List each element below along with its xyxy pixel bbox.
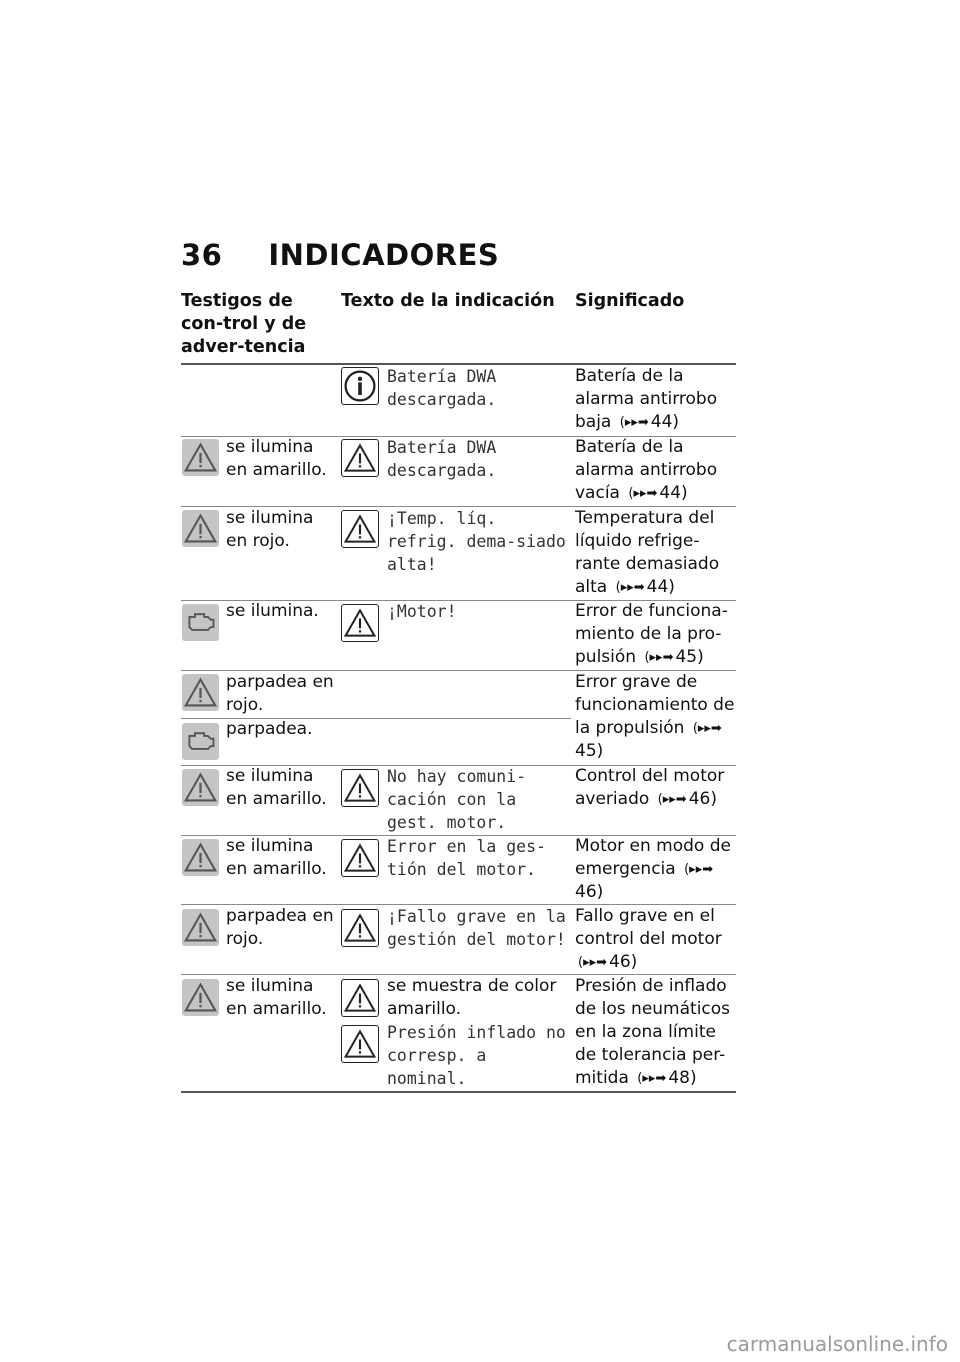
arrow-icon: (▸▸➡ bbox=[628, 486, 658, 501]
display-text: ¡Fallo grave en la gestión del motor! bbox=[387, 907, 566, 949]
warning-triangle-icon bbox=[182, 909, 219, 946]
warning-triangle-icon bbox=[182, 439, 219, 476]
info-icon bbox=[341, 367, 379, 405]
display-text: ¡Motor! bbox=[387, 602, 457, 621]
warning-triangle-icon bbox=[341, 604, 379, 642]
lamp-status: se ilumina en amarillo. bbox=[226, 976, 327, 1019]
lamp-status: se ilumina. bbox=[226, 601, 319, 621]
display-text: se muestra de color amarillo. bbox=[387, 976, 557, 1019]
arrow-icon: (▸▸➡ bbox=[619, 415, 649, 430]
arrow-icon: (▸▸➡ bbox=[637, 1071, 667, 1086]
warning-triangle-icon bbox=[182, 839, 219, 876]
column-heading-meaning: Significado bbox=[575, 291, 685, 311]
column-heading-lamps: Testigos de con-trol y de adver-tencia bbox=[181, 291, 307, 357]
display-text: ¡Temp. líq. refrig. dema-siado alta! bbox=[387, 509, 566, 574]
page-number: 36 bbox=[181, 238, 223, 272]
meaning-text: Error de funciona-miento de la pro-pulsión (▸▸➡ 45) bbox=[575, 601, 728, 667]
lamp-status: parpadea en rojo. bbox=[226, 906, 334, 949]
warning-triangle-icon bbox=[182, 674, 219, 711]
display-text: Batería DWA descargada. bbox=[387, 367, 497, 409]
arrow-icon: (▸▸➡ bbox=[615, 580, 645, 595]
lamp-status: se ilumina en rojo. bbox=[226, 508, 314, 551]
watermark: carmanualsonline.info bbox=[726, 1332, 948, 1356]
lamp-status: se ilumina en amarillo. bbox=[226, 766, 327, 809]
column-heading-display: Texto de la indicación bbox=[341, 291, 555, 311]
arrow-icon: (▸▸➡ bbox=[657, 792, 687, 807]
lamp-status: se ilumina en amarillo. bbox=[226, 437, 327, 480]
warning-triangle-icon bbox=[182, 510, 219, 547]
arrow-icon: (▸▸➡ bbox=[684, 862, 714, 877]
arrow-icon: (▸▸➡ bbox=[644, 650, 674, 665]
meaning-text: Temperatura del líquido refrige-rante demasiado alta (▸▸➡ 44) bbox=[575, 508, 720, 597]
warning-triangle-icon bbox=[341, 979, 379, 1017]
warning-triangle-icon bbox=[341, 510, 379, 548]
warning-triangle-icon bbox=[341, 909, 379, 947]
meaning-text: Control del motor averiado (▸▸➡ 46) bbox=[575, 766, 725, 809]
engine-icon bbox=[182, 604, 219, 641]
arrow-icon: (▸▸➡ bbox=[692, 721, 722, 736]
warning-triangle-icon bbox=[341, 439, 379, 477]
warning-triangle-icon bbox=[341, 1025, 379, 1063]
display-text: Error en la ges-tión del motor. bbox=[387, 837, 546, 879]
lamp-status: se ilumina en amarillo. bbox=[226, 836, 327, 879]
lamp-status: parpadea. bbox=[226, 719, 313, 739]
display-text: No hay comuni-cación con la gest. motor. bbox=[387, 767, 527, 832]
display-text: Presión inflado no corresp. a nominal. bbox=[387, 1023, 566, 1088]
meaning-text: Presión de inflado de los neumáticos en la zona límite de tolerancia per-mitida (▸▸➡ 48) bbox=[575, 976, 731, 1088]
page-header bbox=[181, 238, 499, 272]
warning-triangle-icon bbox=[182, 979, 219, 1016]
arrow-icon: (▸▸➡ bbox=[578, 955, 608, 970]
meaning-text: Motor en modo de emergencia (▸▸➡46) bbox=[575, 836, 731, 902]
warning-triangle-icon bbox=[341, 839, 379, 877]
table-bottom-rule bbox=[181, 1091, 736, 1093]
engine-icon bbox=[182, 723, 219, 760]
meaning-text: Error grave de funcionamiento de la propulsión (▸▸➡45) bbox=[575, 672, 735, 761]
page-title: INDICADORES bbox=[268, 238, 500, 272]
meaning-text: Batería de la alarma antirrobo vacía (▸▸➡ 44) bbox=[575, 437, 718, 503]
meaning-text: Fallo grave en el control del motor (▸▸➡ 46) bbox=[575, 906, 722, 972]
meaning-text: Batería de la alarma antirrobo baja (▸▸➡ 44) bbox=[575, 366, 718, 432]
display-text: Batería DWA descargada. bbox=[387, 438, 497, 480]
warning-triangle-icon bbox=[182, 769, 219, 806]
lamp-status: parpadea en rojo. bbox=[226, 672, 334, 715]
warning-triangle-icon bbox=[341, 769, 379, 807]
